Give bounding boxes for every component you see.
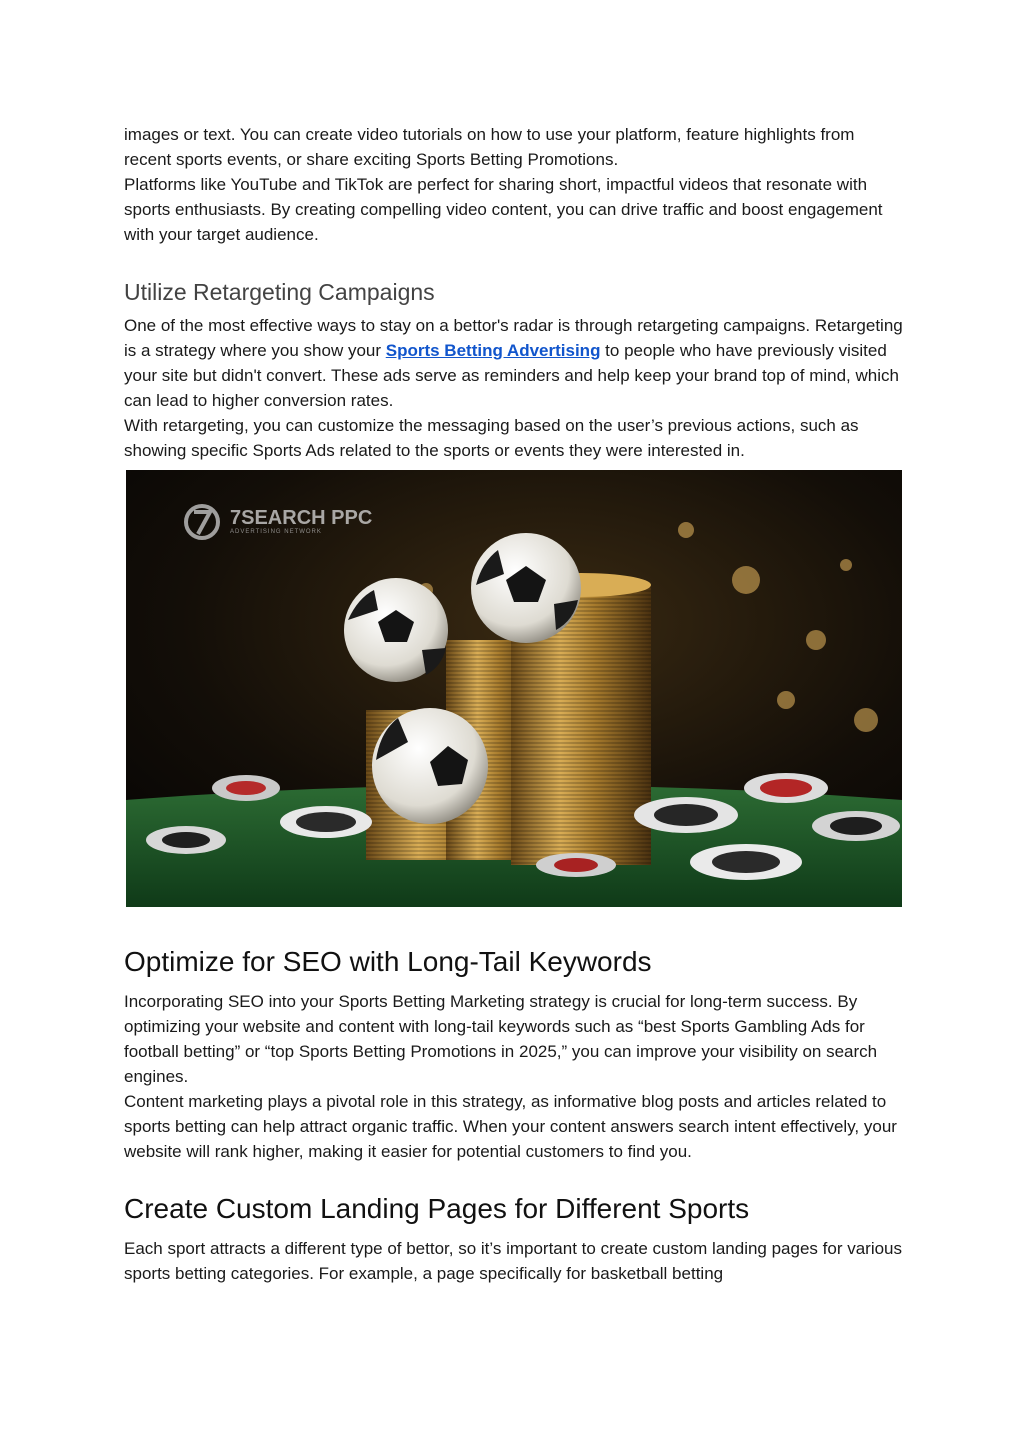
paragraph-landing-1: Each sport attracts a different type of bettor, so it’s important to create custom landing pages for various sports betting categories. For example, a page specifically for basketball betting	[124, 1239, 903, 1283]
heading-landing-pages: Create Custom Landing Pages for Different Sports	[124, 1193, 750, 1224]
watermark-logo	[182, 500, 372, 544]
seven-search-logo-icon	[182, 500, 222, 544]
paragraph-video-1: images or text. You can create video tutorials on how to use your platform, feature highlights from recent sports events, or share exciting Sports Betting Promotions.	[124, 125, 855, 169]
paragraph-video-2: Platforms like YouTube and TikTok are perfect for sharing short, impactful videos that resonate with sports enthusiasts. By creating compelling video content, you can drive traffic and boost engagement with your target audience.	[124, 175, 883, 244]
heading-retargeting: Utilize Retargeting Campaigns	[124, 279, 435, 305]
watermark-subtitle: ADVERTISING NETWORK	[230, 529, 322, 535]
heading-seo: Optimize for SEO with Long-Tail Keywords	[124, 946, 652, 977]
sports-betting-hero-image	[126, 470, 902, 907]
retargeting-text-before-link: One of the most effective ways to stay on a bettor's radar is through retargeting campaigns. Retargeting is a strategy where you show your	[124, 316, 903, 360]
retargeting-text-after-link: to people who have previously visited your site but didn't convert. These ads serve as reminders and help keep your brand top of mind, which can lead to higher conversion rates.	[124, 341, 899, 410]
paragraph-retargeting-2: With retargeting, you can customize the messaging based on the user’s previous actions, such as showing specific Sports Ads related to the sports or events they were interested in.	[124, 416, 859, 460]
document-page	[124, 122, 904, 1286]
paragraph-seo-2: Content marketing plays a pivotal role in this strategy, as informative blog posts and articles related to sports betting can help attract organic traffic. When your content answers search intent effectively, your website will rank higher, making it easier for potential customers to find you.	[124, 1092, 897, 1161]
sports-betting-advertising-link[interactable]: Sports Betting Advertising	[385, 341, 601, 360]
watermark-title: 7SEARCH PPC	[230, 507, 373, 529]
paragraph-retargeting-1	[124, 313, 904, 413]
paragraph-seo-1: Incorporating SEO into your Sports Betting Marketing strategy is crucial for long-term success. By optimizing your website and content with long-tail keywords such as “best Sports Gambling Ads for football betting” or “top Sports Betting Promotions in 2025,” you can improve your visibility on search engines.	[124, 992, 878, 1086]
